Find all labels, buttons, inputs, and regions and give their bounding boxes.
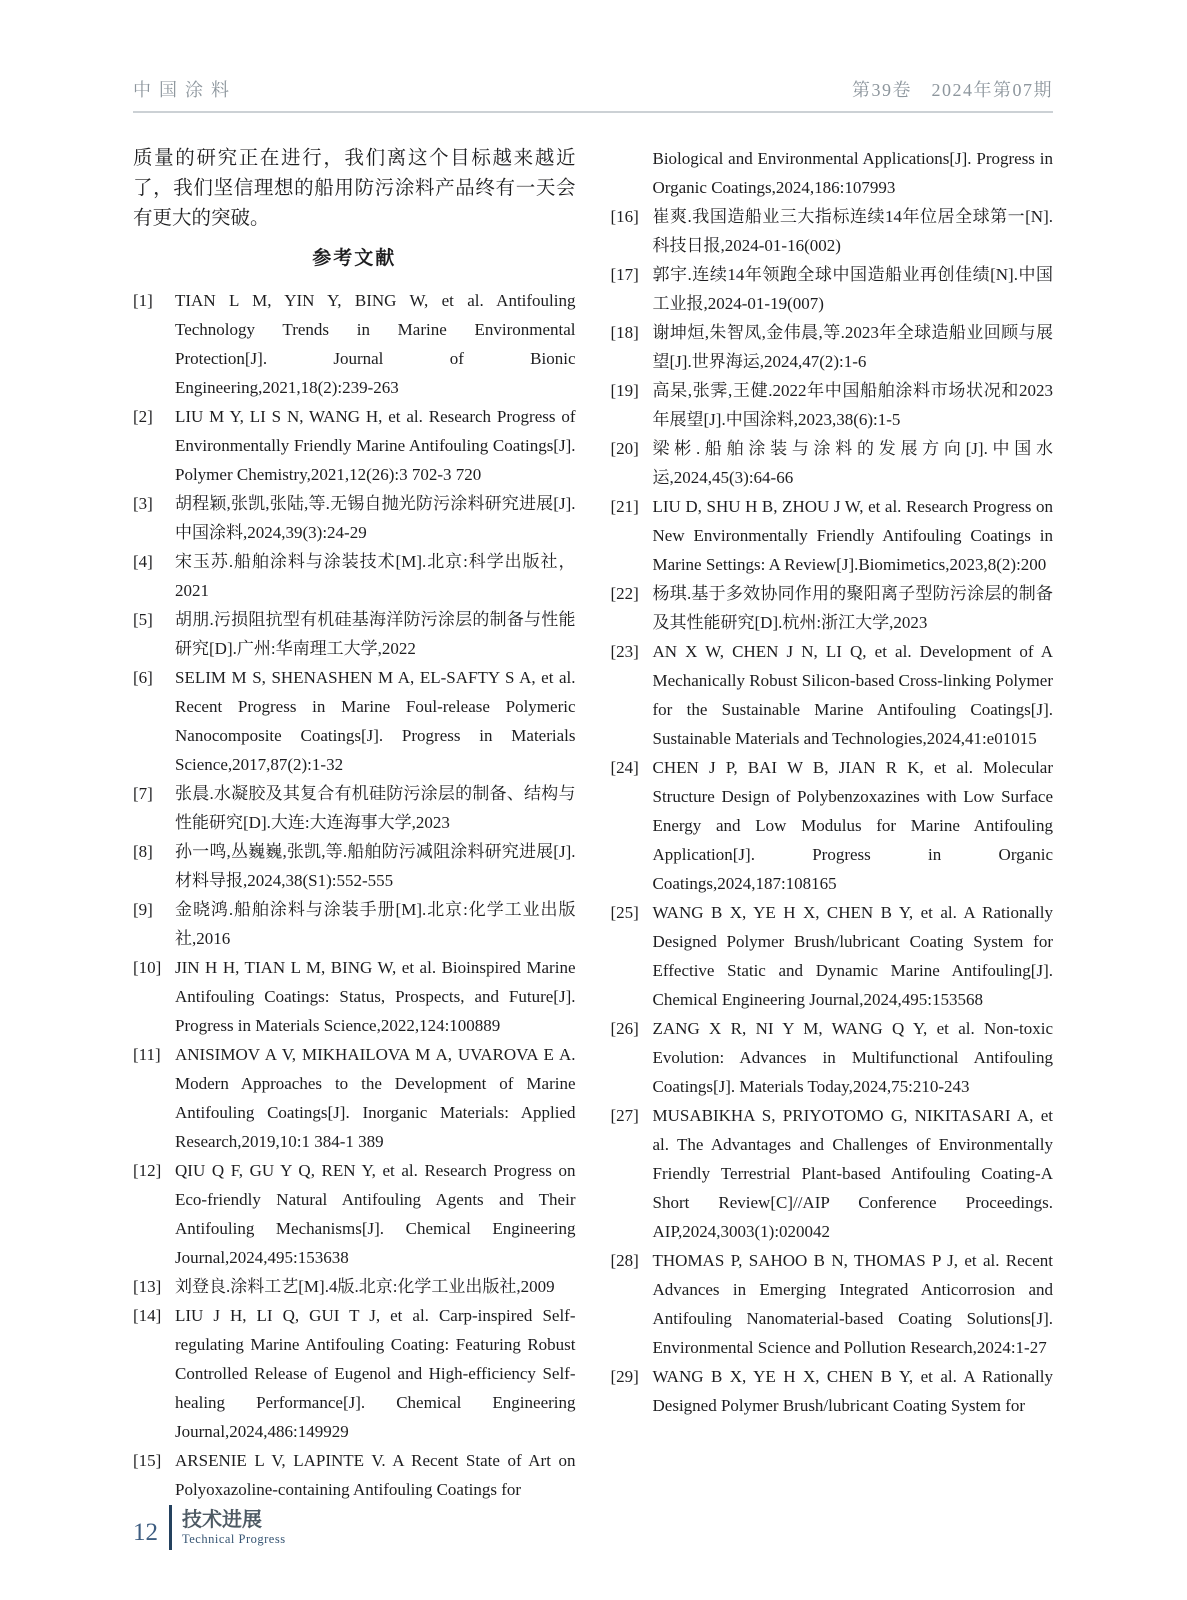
reference-number: [29] bbox=[610, 1367, 639, 1386]
page-footer bbox=[133, 1505, 286, 1550]
references-list-left bbox=[133, 286, 576, 1504]
footer-divider bbox=[169, 1505, 172, 1550]
reference-text: QIU Q F, GU Y Q, REN Y, et al. Research Progress on Eco-friendly Natural Antifouling Agents and Their Antifouling Mechanisms[J]. Chemical Engineering Journal,2024,495:153638 bbox=[175, 1161, 576, 1267]
reference-text: 孙一鸣,丛巍巍,张凯,等.船舶防污减阻涂料研究进展[J].材料导报,2024,38(S1):552-555 bbox=[175, 842, 576, 890]
reference-text: 金晓鸿.船舶涂料与涂装手册[M].北京:化学工业出版社,2016 bbox=[175, 900, 576, 948]
reference-item bbox=[611, 579, 1054, 637]
reference-number: [28] bbox=[610, 1251, 639, 1270]
reference-item bbox=[611, 637, 1054, 753]
section-title-en: Technical Progress bbox=[182, 1531, 286, 1546]
reference-text: 郭宇.连续14年领跑全球中国造船业再创佳绩[N].中国工业报,2024-01-19(007) bbox=[652, 265, 1053, 313]
reference-text: THOMAS P, SAHOO B N, THOMAS P J, et al. Recent Advances in Emerging Integrated Anticorrosion and Antifouling Nanomaterial-based Coating Solutions[J]. Environmental Science and Pollution Research,2024:1-27 bbox=[652, 1251, 1053, 1357]
reference-item bbox=[611, 202, 1054, 260]
reference-text: 张晨.水凝胶及其复合有机硅防污涂层的制备、结构与性能研究[D].大连:大连海事大学,2023 bbox=[175, 784, 576, 832]
reference-text: CHEN J P, BAI W B, JIAN R K, et al. Molecular Structure Design of Polybenzoxazines with Low Surface Energy and Low Modulus for Marine Antifouling Application[J]. Progress in Organic Coatings,2024,187:108165 bbox=[652, 758, 1053, 893]
reference-text: MUSABIKHA S, PRIYOTOMO G, NIKITASARI A, et al. The Advantages and Challenges of Environmentally Friendly Terrestrial Plant-based Antifouling Coating-A Short Review[C]//AIP Conference Proceedings. AIP,2024,3003(1):020042 bbox=[652, 1106, 1053, 1241]
reference-text: ARSENIE L V, LAPINTE V. A Recent State of Art on Polyoxazoline-containing Antifouling Coatings for bbox=[175, 1451, 576, 1499]
reference-item bbox=[133, 286, 576, 402]
reference-number: [1] bbox=[133, 291, 153, 310]
reference-text: 刘登良.涂料工艺[M].4版.北京:化学工业出版社,2009 bbox=[175, 1277, 555, 1296]
reference-text: 胡程颖,张凯,张陆,等.无锡自抛光防污涂料研究进展[J].中国涂料,2024,39(3):24-29 bbox=[175, 494, 576, 542]
reference-item bbox=[133, 402, 576, 489]
reference-item bbox=[611, 318, 1054, 376]
reference-number: [24] bbox=[610, 758, 639, 777]
reference-number: [25] bbox=[610, 903, 639, 922]
reference-text: TIAN L M, YIN Y, BING W, et al. Antifouling Technology Trends in Marine Environmental Protection[J]. Journal of Bionic Engineering,2021,18(2):239-263 bbox=[175, 291, 576, 397]
reference-text: SELIM M S, SHENASHEN M A, EL-SAFTY S A, et al. Recent Progress in Marine Foul-release Polymeric Nanocomposite Coatings[J]. Progress in Materials Science,2017,87(2):1-32 bbox=[175, 668, 576, 774]
reference-number bbox=[611, 144, 653, 202]
reference-text: Biological and Environmental Applications[J]. Progress in Organic Coatings,2024,186:107993 bbox=[652, 149, 1053, 197]
reference-text: LIU J H, LI Q, GUI T J, et al. Carp-inspired Self-regulating Marine Antifouling Coating: Featuring Robust Controlled Release of Eugenol and High-efficiency Self-healing Performance[J]. Chemical Engineering Journal,2024,486:149929 bbox=[175, 1306, 576, 1441]
reference-number: [20] bbox=[610, 439, 639, 458]
reference-number: [15] bbox=[133, 1451, 162, 1470]
reference-number: [22] bbox=[610, 584, 639, 603]
reference-item bbox=[133, 779, 576, 837]
reference-text: AN X W, CHEN J N, LI Q, et al. Development of A Mechanically Robust Silicon-based Cross-linking Polymer for the Sustainable Marine Antifouling Coatings[J]. Sustainable Materials and Technologies,2024,41:e01015 bbox=[652, 642, 1053, 748]
reference-item bbox=[611, 1362, 1054, 1420]
reference-item bbox=[133, 489, 576, 547]
reference-text: WANG B X, YE H X, CHEN B Y, et al. A Rationally Designed Polymer Brush/lubricant Coating System for Effective Static and Dynamic Marine Antifouling[J]. Chemical Engineering Journal,2024,495:153568 bbox=[652, 903, 1053, 1009]
reference-item bbox=[611, 1101, 1054, 1246]
left-column bbox=[133, 144, 576, 1504]
reference-item bbox=[611, 260, 1054, 318]
reference-item bbox=[611, 492, 1054, 579]
reference-text: 崔爽.我国造船业三大指标连续14年位居全球第一[N].科技日报,2024-01-16(002) bbox=[652, 207, 1053, 255]
reference-number: [9] bbox=[133, 900, 153, 919]
reference-number: [6] bbox=[133, 668, 153, 687]
reference-number: [16] bbox=[610, 207, 639, 226]
reference-number: [13] bbox=[133, 1277, 162, 1296]
reference-number: [11] bbox=[133, 1045, 161, 1064]
content-columns bbox=[133, 144, 1053, 1504]
reference-item bbox=[133, 837, 576, 895]
reference-text: 谢坤烜,朱智凤,金伟晨,等.2023年全球造船业回顾与展望[J].世界海运,2024,47(2):1-6 bbox=[652, 323, 1053, 371]
journal-name: 中国涂料 bbox=[133, 80, 237, 100]
reference-text: 梁彬.船舶涂装与涂料的发展方向[J].中国水运,2024,45(3):64-66 bbox=[652, 439, 1053, 487]
reference-text: WANG B X, YE H X, CHEN B Y, et al. A Rationally Designed Polymer Brush/lubricant Coating System for bbox=[652, 1367, 1053, 1415]
reference-item bbox=[133, 1446, 576, 1504]
reference-item bbox=[611, 898, 1054, 1014]
reference-number: [26] bbox=[610, 1019, 639, 1038]
page-number: 12 bbox=[133, 1519, 158, 1546]
reference-item bbox=[611, 753, 1054, 898]
reference-text: 宋玉苏.船舶涂料与涂装技术[M].北京:科学出版社，2021 bbox=[175, 552, 576, 600]
volume-issue: 第39卷 2024年第07期 bbox=[852, 80, 1053, 100]
reference-number: [18] bbox=[610, 323, 639, 342]
reference-item bbox=[133, 1156, 576, 1272]
page-header bbox=[133, 76, 1053, 113]
reference-number: [14] bbox=[133, 1306, 162, 1325]
reference-item bbox=[611, 144, 1054, 202]
reference-text: 胡朋.污损阻抗型有机硅基海洋防污涂层的制备与性能研究[D].广州:华南理工大学,2022 bbox=[175, 610, 576, 658]
reference-text: 杨琪.基于多效协同作用的聚阳离子型防污涂层的制备及其性能研究[D].杭州:浙江大学,2023 bbox=[652, 584, 1053, 632]
right-column bbox=[611, 144, 1054, 1504]
reference-item bbox=[133, 605, 576, 663]
reference-text: LIU D, SHU H B, ZHOU J W, et al. Research Progress on New Environmentally Friendly Antifouling Coatings in Marine Settings: A Review[J].Biomimetics,2023,8(2):200 bbox=[652, 497, 1053, 574]
reference-number: [4] bbox=[133, 552, 153, 571]
reference-number: [7] bbox=[133, 784, 153, 803]
references-list-right bbox=[611, 144, 1054, 1420]
reference-number: [5] bbox=[133, 610, 153, 629]
reference-number: [10] bbox=[133, 958, 162, 977]
reference-number: [12] bbox=[133, 1161, 162, 1180]
reference-number: [2] bbox=[133, 407, 153, 426]
reference-text: 高杲,张霁,王健.2022年中国船舶涂料市场状况和2023年展望[J].中国涂料,2023,38(6):1-5 bbox=[652, 381, 1053, 429]
reference-item bbox=[133, 953, 576, 1040]
reference-item bbox=[133, 1272, 576, 1301]
reference-text: ANISIMOV A V, MIKHAILOVA M A, UVAROVA E A. Modern Approaches to the Development of Marine Antifouling Coatings[J]. Inorganic Materials: Applied Research,2019,10:1 384-1 389 bbox=[175, 1045, 576, 1151]
reference-number: [27] bbox=[610, 1106, 639, 1125]
reference-item bbox=[133, 1301, 576, 1446]
references-heading: 参考文献 bbox=[312, 248, 397, 269]
reference-number: [17] bbox=[610, 265, 639, 284]
reference-text: JIN H H, TIAN L M, BING W, et al. Bioinspired Marine Antifouling Coatings: Status, Prospects, and Future[J]. Progress in Materials Science,2022,124:100889 bbox=[175, 958, 576, 1035]
reference-text: LIU M Y, LI S N, WANG H, et al. Research Progress of Environmentally Friendly Marine Antifouling Coatings[J]. Polymer Chemistry,2021,12(26):3 702-3 720 bbox=[175, 407, 576, 484]
reference-number: [23] bbox=[610, 642, 639, 661]
reference-item bbox=[611, 376, 1054, 434]
reference-number: [19] bbox=[610, 381, 639, 400]
reference-item bbox=[133, 1040, 576, 1156]
reference-number: [3] bbox=[133, 494, 153, 513]
intro-paragraph: 质量的研究正在进行，我们离这个目标越来越近了，我们坚信理想的船用防污涂料产品终有一天会有更大的突破。 bbox=[133, 148, 576, 229]
reference-item bbox=[133, 663, 576, 779]
footer-section-title bbox=[182, 1509, 286, 1547]
reference-item bbox=[133, 895, 576, 953]
reference-item bbox=[611, 1014, 1054, 1101]
reference-number: [8] bbox=[133, 842, 153, 861]
reference-text: ZANG X R, NI Y M, WANG Q Y, et al. Non-toxic Evolution: Advances in Multifunctional Antifouling Coatings[J]. Materials Today,2024,75:210-243 bbox=[652, 1019, 1053, 1096]
reference-item bbox=[133, 547, 576, 605]
reference-number: [21] bbox=[610, 497, 639, 516]
reference-item bbox=[611, 434, 1054, 492]
section-title-zh: 技术进展 bbox=[182, 1508, 262, 1531]
reference-item bbox=[611, 1246, 1054, 1362]
